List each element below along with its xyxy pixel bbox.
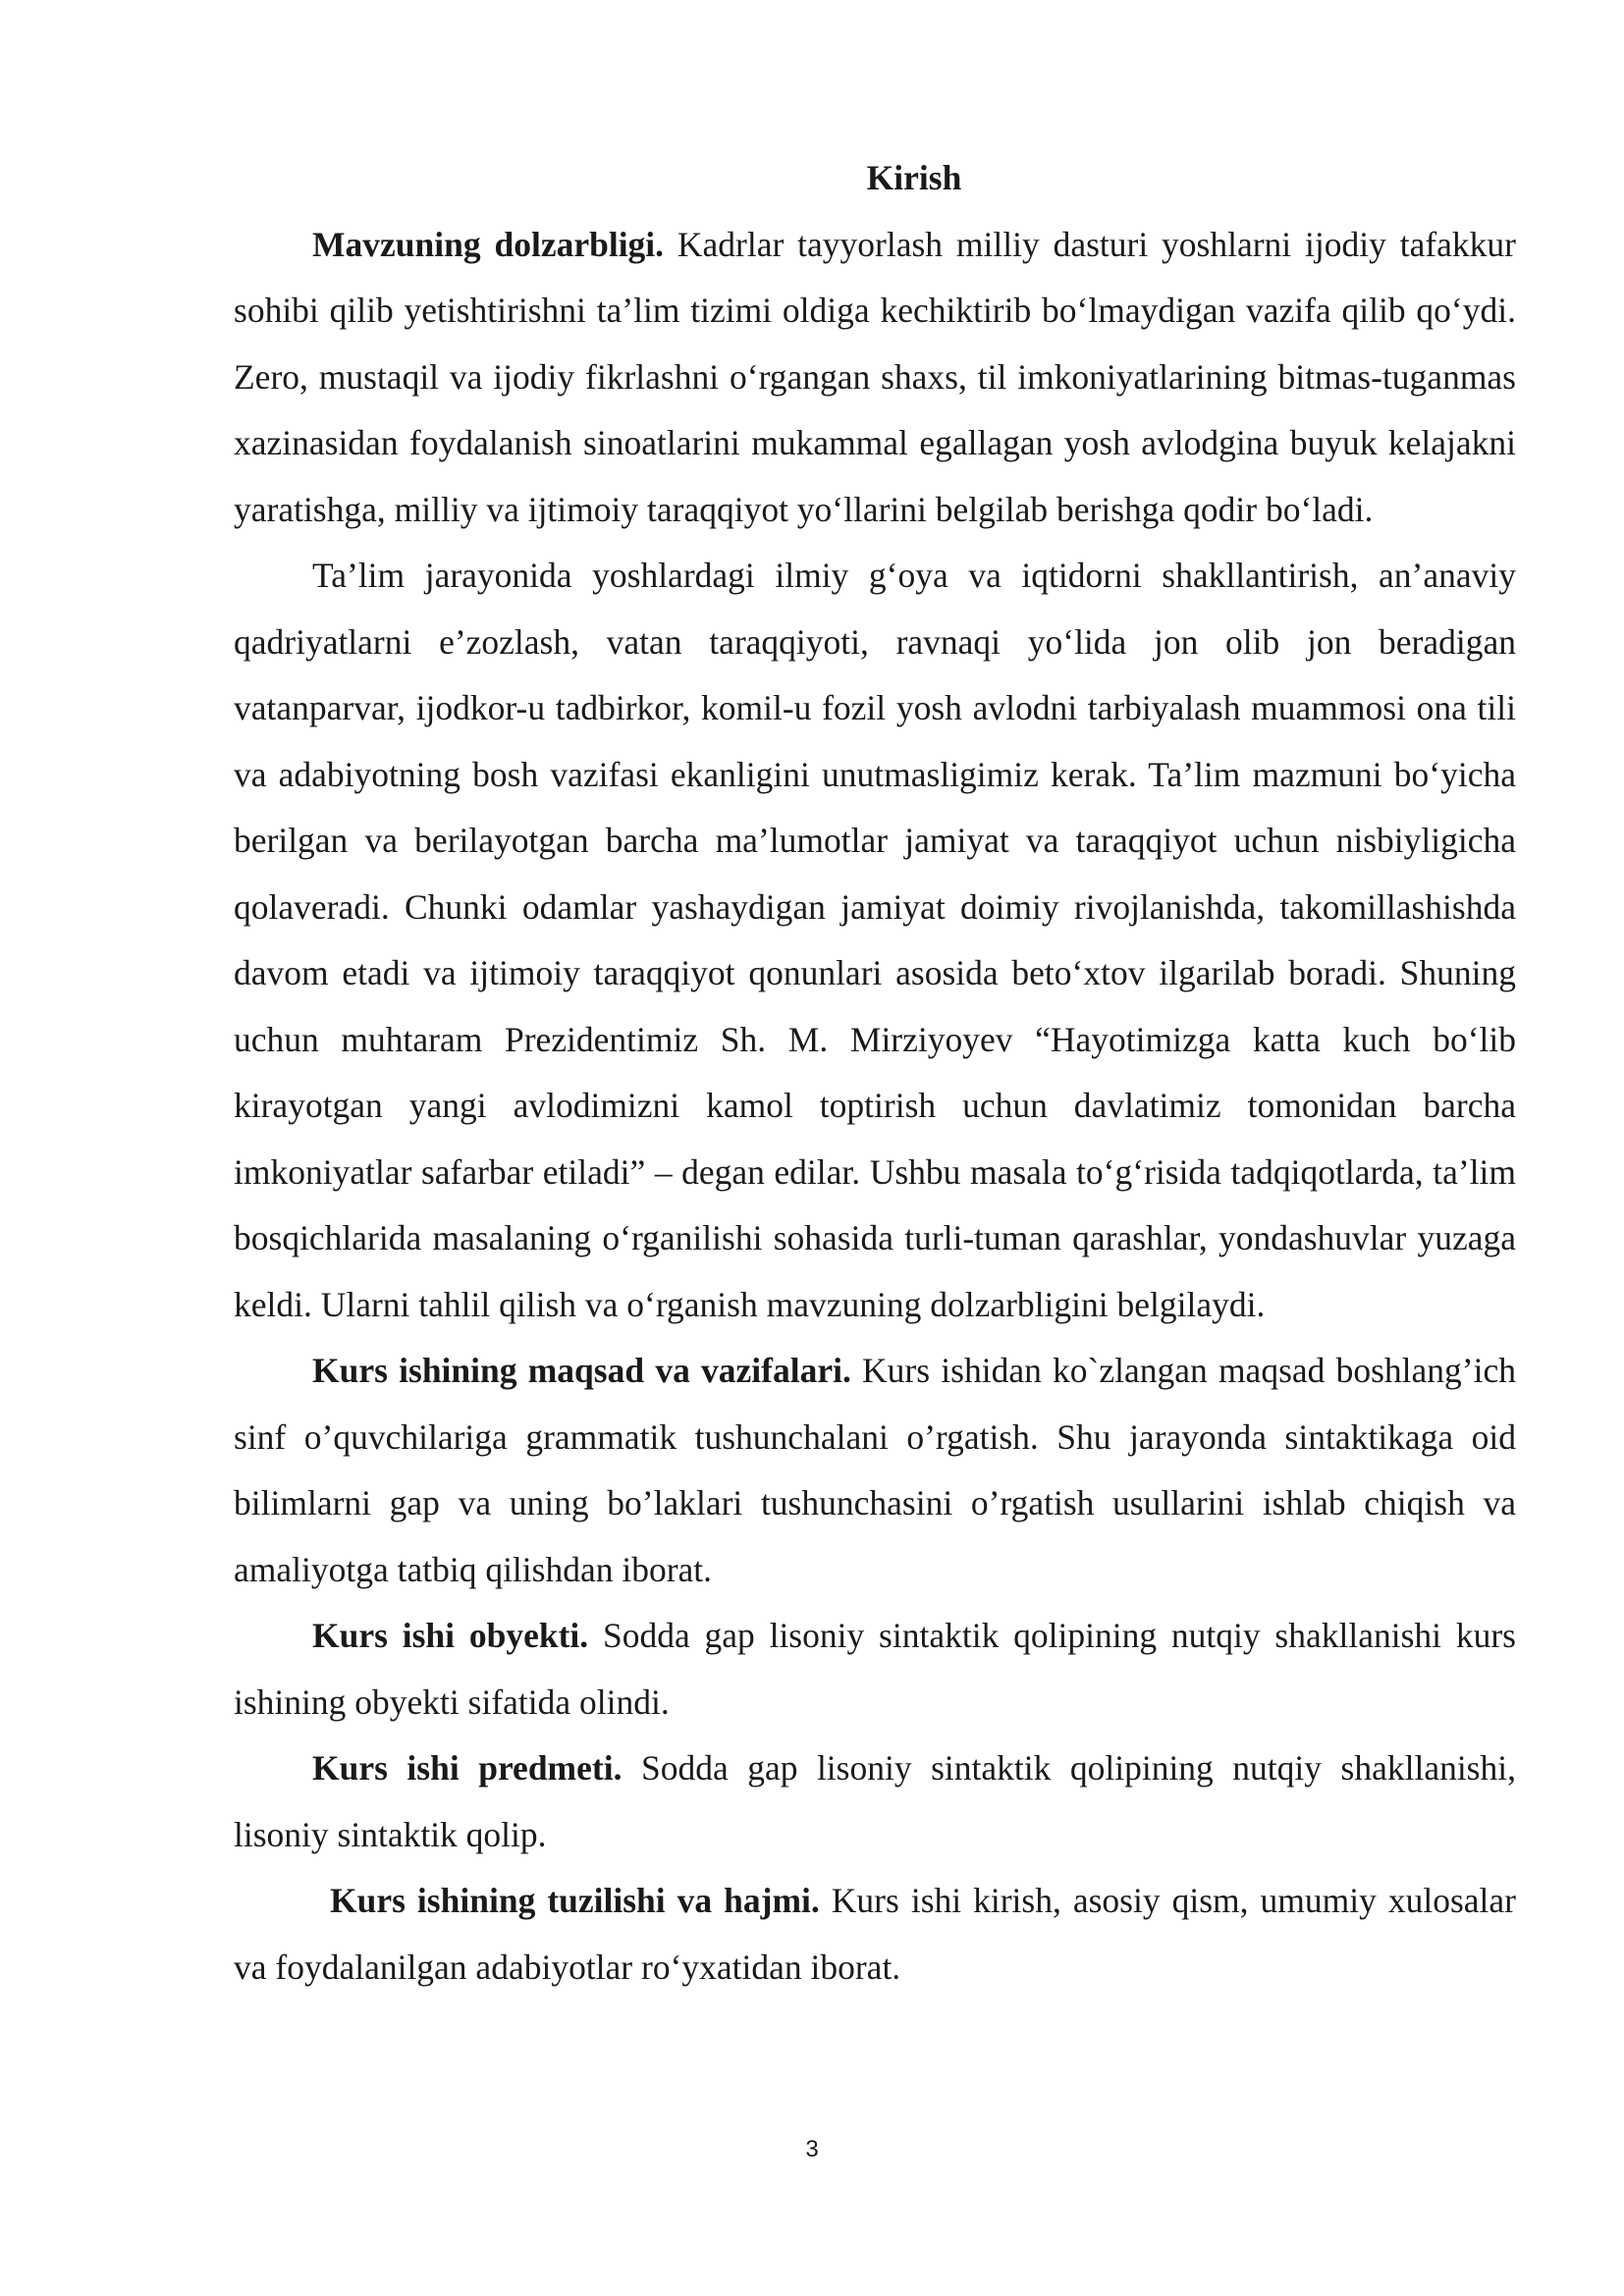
paragraph-lead: Kurs ishi predmeti.: [312, 1748, 623, 1788]
paragraph-text: Kurs ishidan ko`zlangan maqsad boshlang’ich sinf o’quvchilariga grammatik tushunchalani o’rgatish. Shu jarayonda sintaktikaga oid bilimlarni gap va uning bo’laklari tushunchasini o’rgatish usullarini ishlab chiqish va amaliyotga tatbiq qilishdan iborat.: [234, 1351, 1516, 1589]
paragraph-lead: Kurs ishining maqsad va vazifalari.: [312, 1351, 851, 1390]
paragraph-goals: [234, 1338, 1516, 1603]
paragraph-subject: [234, 1735, 1516, 1868]
paragraph-text: Kadrlar tayyorlash milliy dasturi yoshlarni ijodiy tafakkur sohibi qilib yetishtirishni ta’lim tizimi oldiga kechiktirib bo‘lmaydigan vazifa qilib qo‘ydi. Zero, mustaqil va ijodiy fikrlashni o‘rgangan shaxs, til imkoniyatlarining bitmas-tuganmas xazinasidan foydalanish sinoatlarini mukammal egallagan yosh avlodgina buyuk kelajakni yaratishga, milliy va ijtimoiy taraqqiyot yo‘llarini belgilab berishga qodir bo‘ladi.: [234, 224, 1516, 529]
paragraph-lead: Mavzuning dolzarbligi.: [312, 224, 665, 264]
paragraph-lead: Kurs ishi obyekti.: [312, 1616, 589, 1655]
paragraph-text: Kurs ishi kirish, asosiy qism, umumiy xulosalar va foydalanilgan adabiyotlar ro‘yxatidan iborat.: [234, 1881, 1517, 1987]
paragraph-text: Sodda gap lisoniy sintaktik qolipining nutqiy shakllanishi, lisoniy sintaktik qolip.: [234, 1748, 1516, 1854]
paragraph-lead: Kurs ishining tuzilishi va hajmi.: [330, 1881, 820, 1920]
paragraph-relevance: [234, 212, 1516, 544]
document-body: [234, 145, 1516, 2001]
paragraph-text: Ta’lim jarayonida yoshlardagi ilmiy g‘oya va iqtidorni shakllantirish, an’anaviy qadriyatlarni e’zozlash, vatan taraqqiyoti, ravnaqi yo‘lida jon olib jon beradigan vatanparvar, ijodkor-u tadbirkor, komil-u fozil yosh avlodni tarbiyalash muammosi ona tili va adabiyotning bosh vazifasi ekanligini unutmasligimiz kerak. Ta’lim mazmuni bo‘yicha berilgan va berilayotgan barcha ma’lumotlar jamiyat va taraqqiyot uchun nisbiyligicha qolaveradi. Chunki odamlar yashaydigan jamiyat doimiy rivojlanishda, takomillashishda davom etadi va ijtimoiy taraqqiyot qonunlari asosida beto‘xtov ilgarilab boradi. Shuning uchun muhtaram Prezidentimiz Sh. M. Mirziyoyev “Hayotimizga katta kuch bo‘lib kirayotgan yangi avlodimizni kamol toptirish uchun davlatimiz tomonidan barcha imkoniyatlar safarbar etiladi” – degan edilar. Ushbu masala to‘g‘risida tadqiqotlarda, ta’lim bosqichlarida masalaning o‘rganilishi sohasida turli-tuman qarashlar, yondashuvlar yuzaga keldi. Ularni tahlil qilish va o‘rganish mavzuning dolzarbligini belgilaydi.: [234, 556, 1516, 1324]
page-number: 3: [805, 2136, 819, 2163]
paragraph-object: [234, 1603, 1516, 1735]
paragraph-education: [234, 543, 1516, 1338]
paragraph-structure: [234, 1868, 1516, 2001]
paragraph-text: Sodda gap lisoniy sintaktik qolipining nutqiy shakllanishi kurs ishining obyekti sifatida olindi.: [234, 1616, 1516, 1722]
section-title: Kirish: [866, 158, 962, 197]
